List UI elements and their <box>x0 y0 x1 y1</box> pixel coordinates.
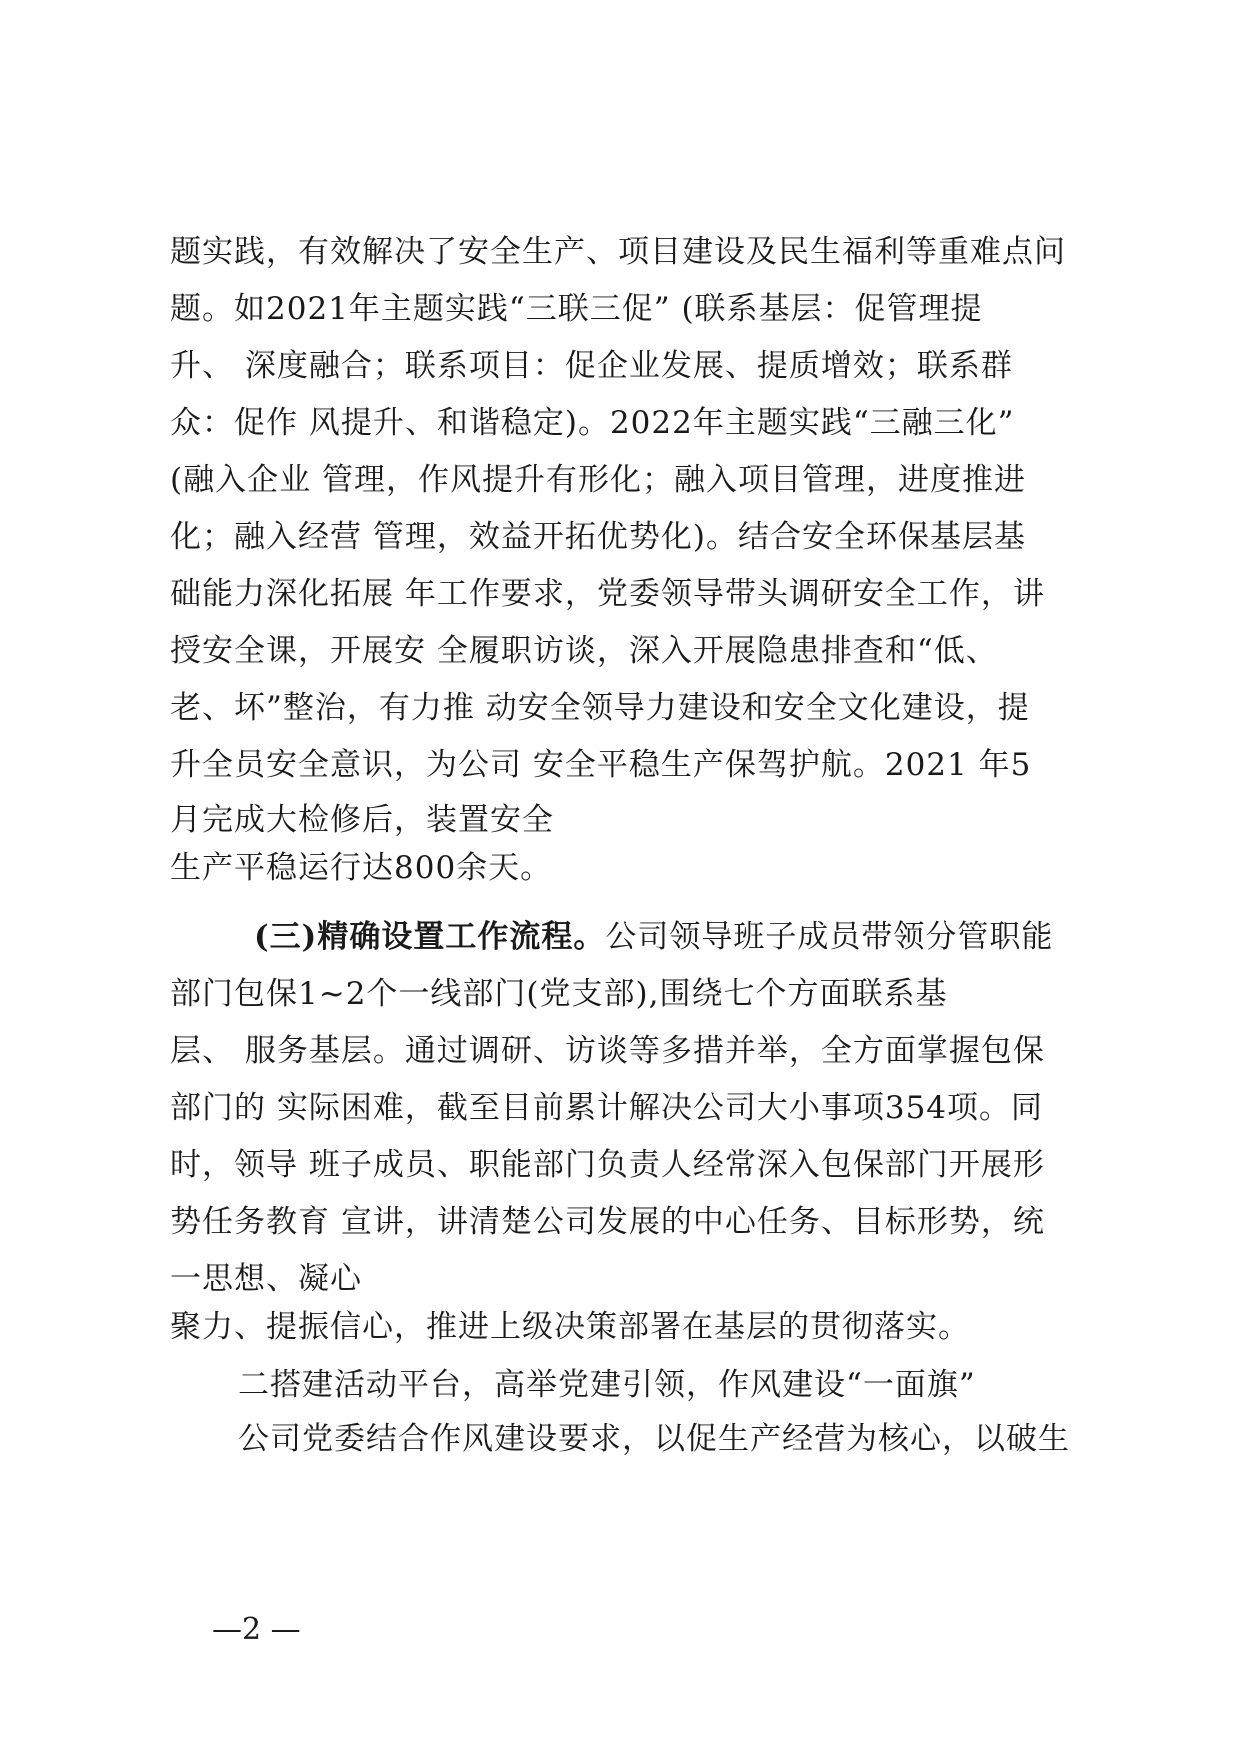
paragraph1-line-6: 化；融入经营 管理，效益开拓优势化)。结合安全环保基层基 <box>170 519 1026 555</box>
paragraph2-line-6: 势任务教育 宣讲，讲清楚公司发展的中心任务、目标形势，统 <box>170 1204 1045 1240</box>
paragraph2-line-2: 部门包保1~2个一线部门(党支部),围绕七个方面联系基 <box>170 976 948 1012</box>
paragraph1-line-10: 升全员安全意识，为公司 安全平稳生产保驾护航。2021 年5 <box>170 747 1032 783</box>
paragraph2-first-line <box>254 917 1053 957</box>
paragraph1-line-8: 授安全课，开展安 全履职访谈，深入开展隐患排查和“低、 <box>170 633 998 669</box>
paragraph1-line-3: 升、 深度融合；联系项目：促企业发展、提质增效；联系群 <box>170 348 1013 384</box>
section-heading: 二搭建活动平台，高举党建引领，作风建设“一面旗” <box>238 1367 976 1403</box>
page-number: —2 — <box>212 1612 301 1647</box>
paragraph2-line-3: 层、 服务基层。通过调研、访谈等多措并举，全方面掌握包保 <box>170 1033 1045 1069</box>
paragraph2-first-line-text: 公司领导班子成员带领分管职能 <box>605 919 1054 955</box>
paragraph2-line-7: 一思想、凝心 <box>170 1261 362 1297</box>
paragraph1-line-11: 月完成大检修后，装置安全 <box>170 802 554 838</box>
paragraph2-line-5: 时，领导 班子成员、职能部门负责人经常深入包保部门开展形 <box>170 1147 1045 1183</box>
paragraph1-line-1: 题实践，有效解决了安全生产、项目建设及民生福利等重难点问 <box>170 234 1066 270</box>
paragraph1-line-7: 础能力深化拓展 年工作要求，党委领导带头调研安全工作，讲 <box>170 576 1045 612</box>
paragraph1-line-5: (融入企业 管理，作风提升有形化；融入项目管理，进度推进 <box>170 462 1026 498</box>
paragraph1-line-2: 题。如2021年主题实践“三联三促” (联系基层：促管理提 <box>170 291 983 327</box>
paragraph1-line-12: 生产平稳运行达800余天。 <box>170 850 553 886</box>
paragraph2-line-4: 部门的 实际困难，截至目前累计解决公司大小事项354项。同 <box>170 1090 1044 1126</box>
paragraph1-line-4: 众：促作 风提升、和谐稳定)。2022年主题实践“三融三化” <box>170 405 1015 441</box>
paragraph3-line-1: 公司党委结合作风建设要求，以促生产经营为核心，以破生 <box>238 1421 1070 1457</box>
paragraph2-heading: (三)精确设置工作流程。 <box>254 919 606 955</box>
paragraph2-line-8: 聚力、提振信心，推进上级决策部署在基层的贯彻落实。 <box>170 1309 970 1345</box>
paragraph1-line-9: 老、坏”整治，有力推 动安全领导力建设和安全文化建设，提 <box>170 690 1030 726</box>
